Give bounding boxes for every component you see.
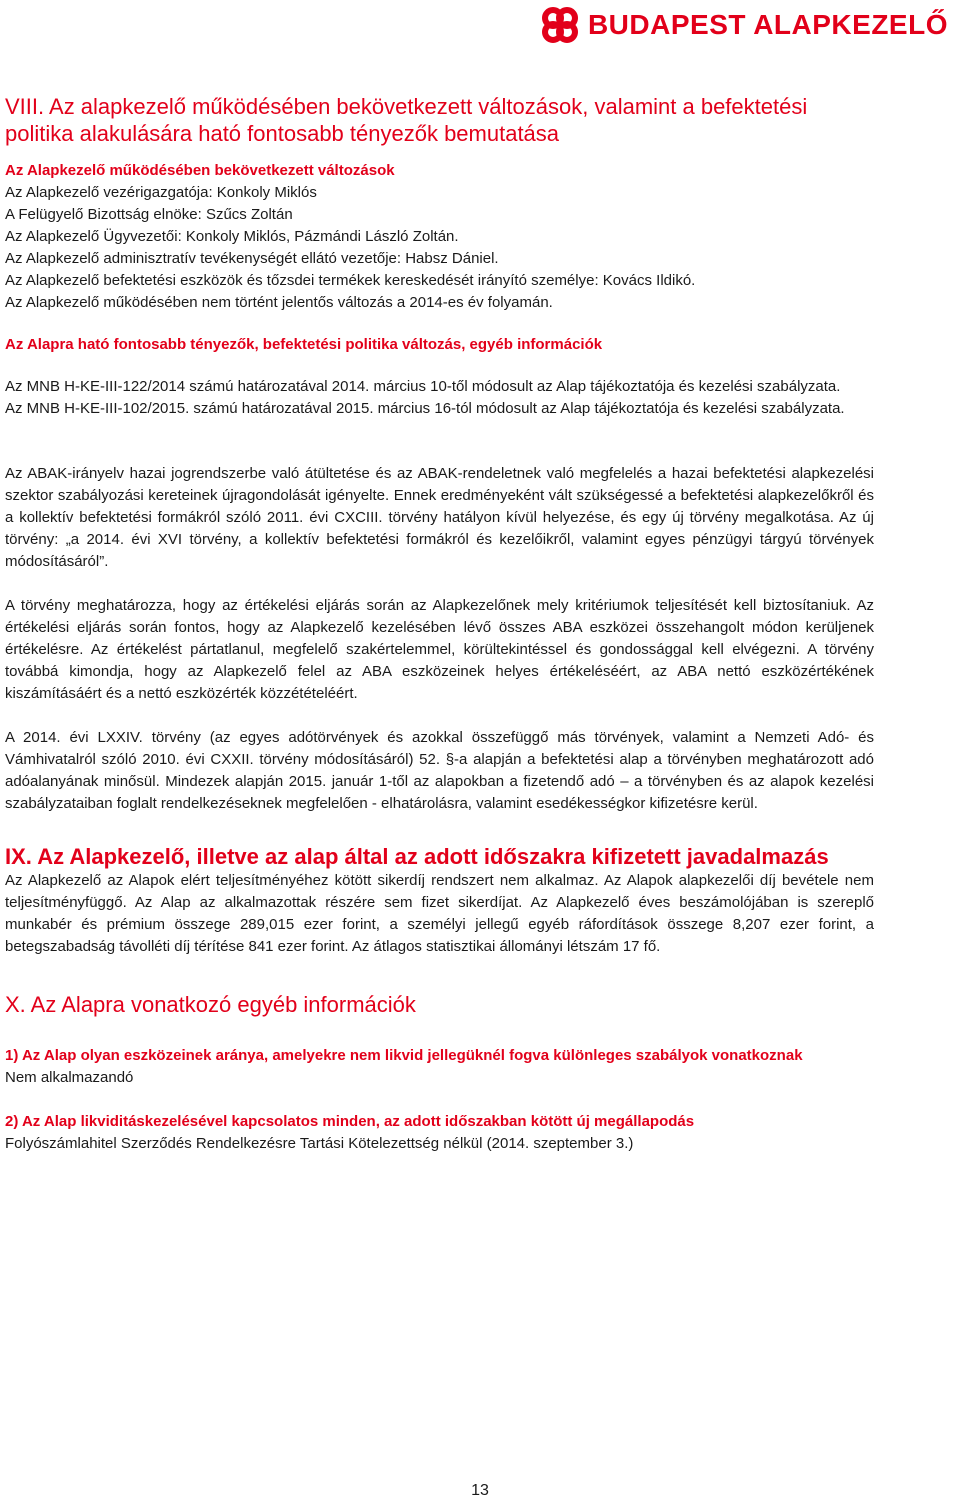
section-8-sub1-title: Az Alapkezelő működésében bekövetkezett változások <box>5 162 395 179</box>
abak-paragraph: Az ABAK-irányelv hazai jogrendszerbe való átültetése és az ABAK-rendeletnek való megfelelés a hazai befektetési alapkezelési szektor szabályozási kereteinek újragondolását igényelte. Ennek eredményeként vált szükségessé a befektetési alapkezelőkről és a kollektív befektetési formákról szóló 2011. évi CXCIII. törvény hatályon kívül helyezése, és egy új törvény megalkotása. Az új törvény: „a 2014. évi XVI törvény, a kollektív befektetési formákról és kezelőikről, valamint egyes pénzügyi tárgyú törvények módosításáról”. <box>5 465 874 570</box>
section-9-title: IX. Az Alapkezelő, illetve az alap által az adott időszakra kifizetett javadalmazás <box>5 844 829 869</box>
valuation-paragraph: A törvény meghatározza, hogy az értékelési eljárás során az Alapkezelőnek mely kritériumok teljesítését kell biztosítaniuk. Az értékelési eljárás során fontos, hogy az Alapkezelő kezelésében lévő összes ABA eszközei összehangolt módon kerüljenek értékelésre. Az értékelést pártatlanul, megfelelő szakértelemmel, körültekintéssel és gondossággal kell elvégezni. A törvény továbbá kimondja, hogy az Alapkezelő felel az ABA eszközeinek helyes értékeléséért, az ABA nettó eszközértékének kiszámításáért és a nettó eszközérték közzétételéért. <box>5 597 874 702</box>
page-content <box>5 93 874 1155</box>
management-line: Az Alapkezelő befektetési eszközök és tőzsdei termékek kereskedését irányító személye: Kovács Ildikó. <box>5 272 696 289</box>
budapest-logo-icon <box>540 5 580 45</box>
section-10-title: X. Az Alapra vonatkozó egyéb információk <box>5 992 416 1017</box>
mnb-resolution-2015: Az MNB H-KE-III-102/2015. számú határozatával 2015. március 16-tól módosult az Alap tájékoztatója és kezelési szabályzata. <box>5 400 845 417</box>
management-line: Az Alapkezelő Ügyvezetői: Konkoly Miklós, Pázmándi László Zoltán. <box>5 228 459 245</box>
item-2-value: Folyószámlahitel Szerződés Rendelkezésre Tartási Kötelezettség nélkül (2014. szeptember 3.) <box>5 1135 634 1152</box>
tax-paragraph: A 2014. évi LXXIV. törvény (az egyes adótörvények és azokkal összefüggő más törvények, valamint a Nemzeti Adó- és Vámhivatalról szóló 2010. évi CXXII. törvény módosításáról) 52. §-a alapján a befektetési alap a törvényben meghatározott adó adóalanyának minősül. Mindezek alapján 2015. január 1-től az alapokban a fizetendő adó – a törvényben és az alapok kezelési szabályzataiban foglalt rendelkezéseknek megfelelően - elhatárolásra, valamint esedékességkor kifizetésre kerül. <box>5 729 874 812</box>
management-line: Az Alapkezelő működésében nem történt jelentős változás a 2014-es év folyamán. <box>5 294 553 311</box>
remuneration-paragraph: Az Alapkezelő az Alapok elért teljesítményéhez kötött sikerdíj rendszert nem alkalmaz. Az Alapok alapkezelői díj bevétele nem teljesítményfüggő. Az Alap az alkalmazottak részére sem fizet sikerdíjat. Az Alapkezelő éves beszámolójában is szereplő munkabér és prémium összege 289,015 ezer forint, a személyi jellegű egyéb ráfordítások összege 8,207 ezer forint, a betegszabadság távolléti díj térítése 841 ezer forint. Az átlagos statisztikai állományi létszám 17 fő. <box>5 872 874 955</box>
management-line: A Felügyelő Bizottság elnöke: Szűcs Zoltán <box>5 206 293 223</box>
item-2-title: 2) Az Alap likviditáskezelésével kapcsolatos minden, az adott időszakban kötött új megállapodás <box>5 1113 695 1130</box>
page-number: 13 <box>471 1482 489 1499</box>
management-line: Az Alapkezelő adminisztratív tevékenységét ellátó vezetője: Habsz Dániel. <box>5 250 499 267</box>
section-8-sub2-title: Az Alapra ható fontosabb tényezők, befektetési politika változás, egyéb információk <box>5 336 603 353</box>
item-1-title: 1) Az Alap olyan eszközeinek aránya, amelyekre nem likvid jellegüknél fogva különleges szabályok vonatkoznak <box>5 1047 803 1064</box>
item-1-value: Nem alkalmazandó <box>5 1069 134 1086</box>
management-line: Az Alapkezelő vezérigazgatója: Konkoly Miklós <box>5 184 317 201</box>
brand-name: BUDAPEST ALAPKEZELŐ <box>587 9 948 40</box>
mnb-resolution-2014: Az MNB H-KE-III-122/2014 számú határozatával 2014. március 10-től módosult az Alap tájékoztatója és kezelési szabályzata. <box>5 378 841 395</box>
section-8-title: VIII. Az alapkezelő működésében bekövetkezett változások, valamint a befektetési politika alakulására ható fontosabb tényezők bemutatása <box>5 94 808 146</box>
brand-logo <box>540 5 948 45</box>
